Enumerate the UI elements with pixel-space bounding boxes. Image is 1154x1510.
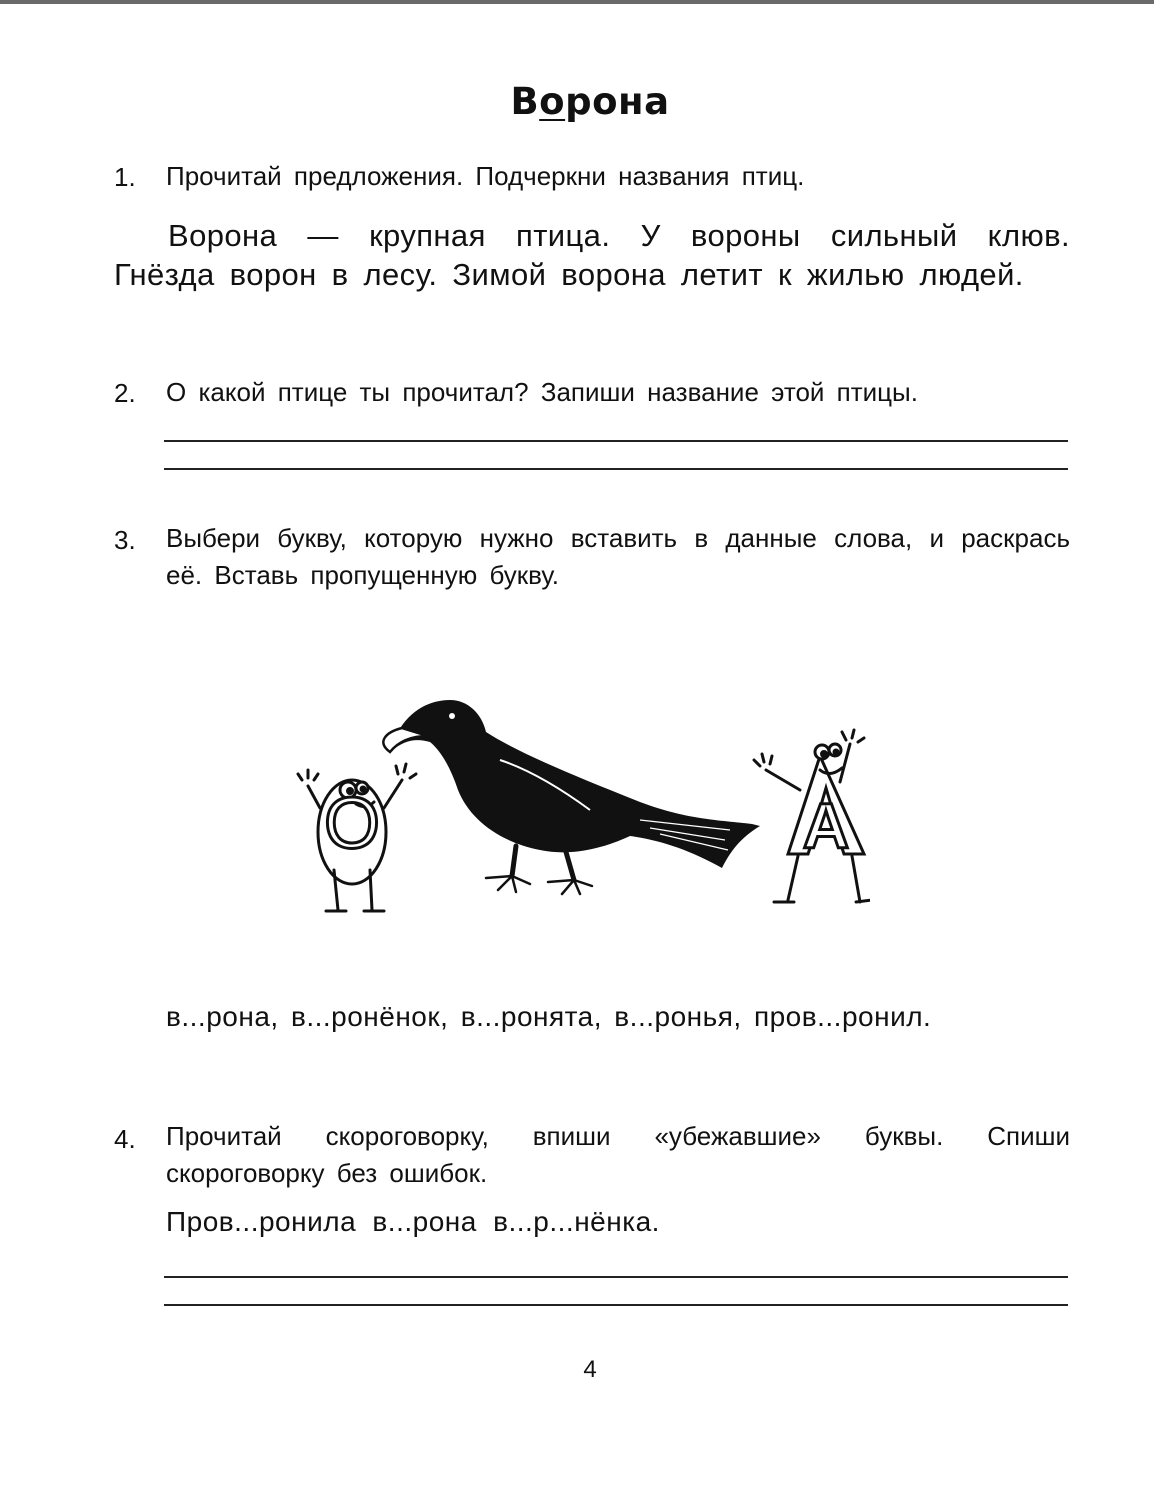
- task-1-reading-text: Ворона — крупная птица. У вороны сильный клюв. Гнёзда ворон в лесу. Зимой ворона летит к жилью людей.: [114, 218, 1070, 292]
- page-number: 4: [583, 1356, 597, 1383]
- task-4-instruction: Прочитай скороговорку, впиши «убежавшие» буквы. Спиши скороговорку без ошибок.: [166, 1121, 1070, 1188]
- task-1-number: 1.: [114, 162, 136, 192]
- crow-silhouette: [383, 700, 760, 894]
- task-4-answer-line-1[interactable]: [164, 1276, 1068, 1278]
- task-3-number: 3.: [114, 525, 136, 555]
- letter-o-glyph: О: [323, 784, 381, 864]
- stressed-letter: о: [539, 80, 566, 123]
- task-1-instruction: Прочитай предложения. Подчеркни названия птиц.: [166, 161, 805, 191]
- task-2-answer-line-2[interactable]: [164, 468, 1068, 470]
- page-title: Ворона: [510, 80, 670, 123]
- letter-a-glyph: А: [802, 790, 850, 862]
- task-3-instruction: Выбери букву, которую нужно вставить в данные слова, и раскрась её. Вставь пропущенную букву.: [166, 523, 1070, 590]
- task-4-tongue-twister: Пров...ронила в...рона в...р...нёнка.: [166, 1206, 660, 1237]
- task-2-answer-line-1[interactable]: [164, 440, 1068, 442]
- page-top-edge: [0, 0, 1154, 4]
- task-4-answer-line-2[interactable]: [164, 1304, 1068, 1306]
- task-2-instruction: О какой птице ты прочитал? Запиши название этой птицы.: [166, 377, 918, 407]
- crow-illustration: [290, 670, 870, 930]
- task-4-number: 4.: [114, 1124, 136, 1154]
- task-3-words: в...рона, в...ронёнок, в...ронята, в...ронья, пров...ронил.: [166, 1001, 932, 1032]
- task-2-number: 2.: [114, 378, 136, 408]
